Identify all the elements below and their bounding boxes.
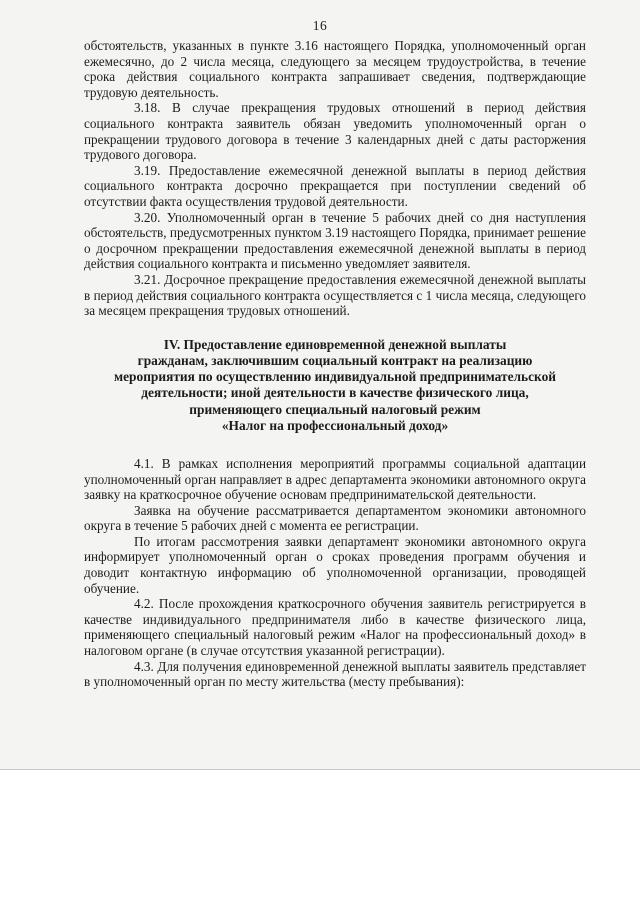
paragraph-continuation: обстоятельств, указанных в пункте 3.16 настоящего Порядка, уполномоченный орган ежемесячно, до 2 числа месяца, следующего за месяцем трудоустройства, в течение срока действия социального контракта запрашивает сведения, подтверждающие трудовую деятельность. xyxy=(84,38,586,100)
paragraph-4-1: 4.1. В рамках исполнения мероприятий программы социальной адаптации уполномоченный орган направляет в адрес департамента экономики автономного округа заявку на краткосрочное обучение основам предпринимательской деятельности. xyxy=(84,455,586,503)
heading-line: деятельности; иной деятельности в качестве физического лица, xyxy=(141,385,529,401)
heading-line: IV. Предоставление единовременной денежной выплаты xyxy=(163,336,507,352)
paragraph-4-3: 4.3. Для получения единовременной денежной выплаты заявитель представляет в уполномоченный орган по месту жительства (месту пребывания): xyxy=(84,658,586,690)
section-heading xyxy=(84,337,586,434)
heading-line: «Налог на профессиональный доход» xyxy=(221,417,449,433)
paragraph-4-1-review: Заявка на обучение рассматривается департаментом экономики автономного округа в течение 5 рабочих дней с момента ее регистрации. xyxy=(84,502,586,534)
paragraph-3-20: 3.20. Уполномоченный орган в течение 5 рабочих дней со дня наступления обстоятельств, предусмотренных пунктом 3.19 настоящего Порядка, принимает решение о досрочном прекращении предоставления ежемесячной денежной выплаты в период действия социального контракта и письменно уведомляет заявителя. xyxy=(84,209,586,272)
paragraph-3-21: 3.21. Досрочное прекращение предоставления ежемесячной денежной выплаты в период действия социального контракта осуществляется с 1 числа месяца, следующего за месяцем прекращения трудовых отношений. xyxy=(84,271,586,319)
paragraph-4-1-results: По итогам рассмотрения заявки департамент экономики автономного округа информирует уполномоченный орган о сроках проведения программ обучения и доводит контактную информацию об уполномоченной организации, проводящей обучение. xyxy=(84,533,586,596)
heading-line: мероприятия по осуществлению индивидуальной предпринимательской xyxy=(113,369,557,385)
paragraph-3-18: 3.18. В случае прекращения трудовых отношений в период действия социального контракта заявитель обязан уведомить уполномоченный орган о прекращении трудового договора в течение 3 календарных дней с даты расторжения трудового договора. xyxy=(84,100,586,163)
heading-line: применяющего специальный налоговый режим xyxy=(189,401,481,417)
heading-line: гражданам, заключившим социальный контракт на реализацию xyxy=(137,352,533,368)
document-body xyxy=(84,38,586,690)
paragraph-3-19: 3.19. Предоставление ежемесячной денежной выплаты в период действия социального контракта досрочно прекращается при поступлении сведений об отсутствии факта осуществления трудовой деятельности. xyxy=(84,162,586,209)
paragraph-4-2: 4.2. После прохождения краткосрочного обучения заявитель регистрируется в качестве индивидуального предпринимателя либо в качестве физического лица, применяющего специальный налоговый режим «Налог на профессиональный доход» в налоговом органе (в случае отсутствия указанной регистрации). xyxy=(84,596,586,659)
page-number: 16 xyxy=(312,18,328,33)
